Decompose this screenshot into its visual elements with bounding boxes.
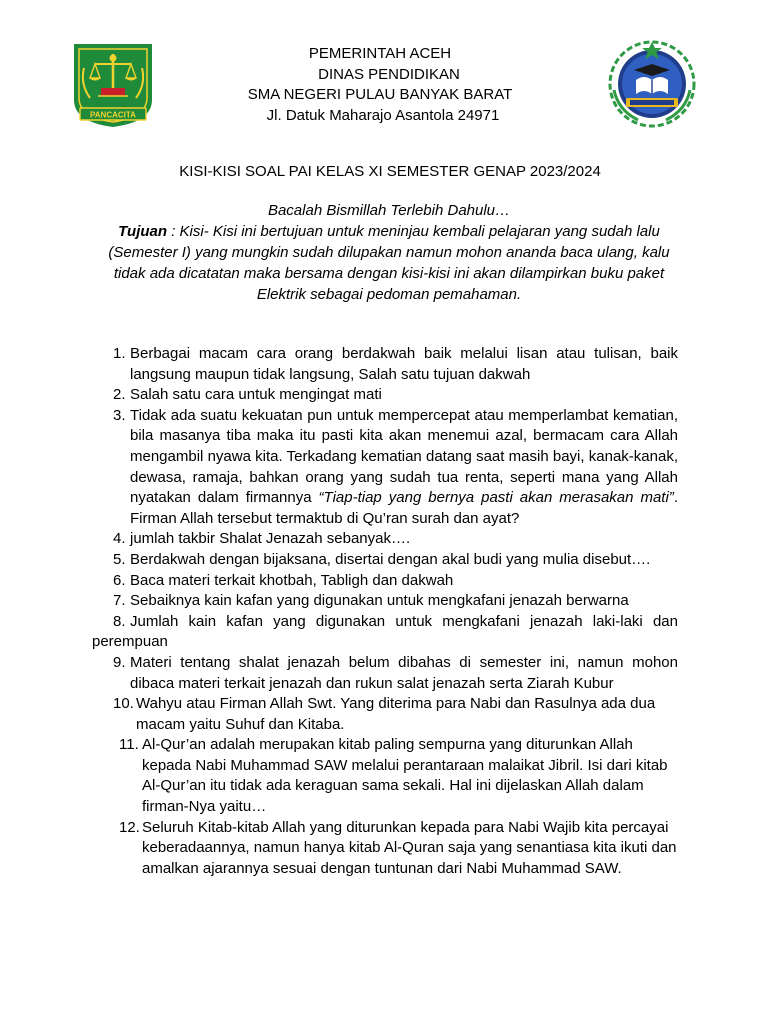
question-item bbox=[92, 529, 678, 550]
purpose-text: : Kisi- Kisi ini bertujuan untuk meninjau kembali pelajaran yang sudah lalu (Semester I) yang mungkin sudah dilupakan namun mohon ananda baca ulang, kalu tidak ada dicatatan maka bersama dengan kisi-kisi ini akan dilampirkan buku paket Elektrik sebagai pedoman pemahaman. bbox=[108, 223, 670, 303]
question-list bbox=[92, 344, 678, 879]
question-item bbox=[92, 344, 678, 385]
question-item bbox=[92, 550, 678, 571]
question-item bbox=[92, 694, 678, 735]
question-item bbox=[92, 571, 678, 592]
question-number: 6. bbox=[113, 571, 126, 589]
intro-section bbox=[92, 200, 686, 305]
school-logo bbox=[604, 34, 700, 130]
question-number: 11. bbox=[119, 736, 139, 754]
letterhead-department: DINAS PENDIDIKAN bbox=[318, 65, 460, 83]
purpose-label: Tujuan bbox=[118, 223, 168, 240]
quoted-verse: “Tiap-tiap yang bernya pasti akan merasakan mati” bbox=[318, 489, 674, 507]
question-text bbox=[130, 406, 678, 530]
letterhead-address: Jl. Datuk Maharajo Asantola 24971 bbox=[266, 106, 500, 124]
question-text: Seluruh Kitab-kitab Allah yang diturunkan kepada para Nabi Wajib kita percayai keberadaannya, namun hanya kitab Al-Quran saja yang senantiasa kita ikuti dan amalkan ajarannya sesuai dengan tuntunan dari Nabi Muhammad SAW. bbox=[142, 818, 677, 877]
question-number: 10. bbox=[113, 695, 134, 713]
question-text: Sebaiknya kain kafan yang digunakan untuk mengkafani jenazah berwarna bbox=[130, 592, 629, 610]
question-text: Al-Qur’an adalah merupakan kitab paling sempurna yang diturunkan Allah kepada Nabi Muhammad SAW melalui perantaraan malaikat Jibril. Isi dari kitab Al-Qur’an itu tidak ada keraguan sama sekali. Hal ini dijelaskan Allah dalam firman-Nya yaitu… bbox=[142, 736, 668, 816]
letterhead-school-name: SMA NEGERI PULAU BANYAK BARAT bbox=[247, 86, 513, 103]
question-item bbox=[92, 653, 678, 694]
question-text-part: . Firman Allah tersebut termaktub di Qu’ran surah dan ayat? bbox=[130, 489, 678, 527]
question-text: Salah satu cara untuk mengingat mati bbox=[130, 386, 382, 404]
letterhead bbox=[190, 44, 570, 126]
question-item bbox=[92, 591, 678, 612]
question-text: Berdakwah dengan bijaksana, disertai dengan akal budi yang mulia disebut…. bbox=[130, 550, 651, 568]
question-item bbox=[92, 818, 678, 880]
letterhead-government: PEMERINTAH ACEH bbox=[308, 45, 452, 62]
logo-banner-text: PANCACITA bbox=[90, 110, 136, 120]
question-number: 12. bbox=[119, 818, 140, 836]
question-number: 9. bbox=[113, 653, 126, 671]
question-text: Berbagai macam cara orang berdakwah baik melalui lisan atau tulisan, baik langsung maupun tidak langsung, Salah satu tujuan dakwah bbox=[130, 345, 678, 383]
question-number: 4. bbox=[113, 530, 126, 548]
question-item bbox=[92, 385, 678, 406]
aceh-pancacita-logo bbox=[70, 38, 156, 128]
question-number: 2. bbox=[113, 386, 126, 404]
question-number: 1. bbox=[113, 345, 126, 362]
question-item bbox=[92, 406, 678, 530]
question-text-part: Jumlah kain kafan yang digunakan untuk mengkafani jenazah laki-laki dan perempuan bbox=[92, 612, 678, 651]
question-text: jumlah takbir Shalat Jenazah sebanyak…. bbox=[130, 530, 411, 548]
question-number: 8. bbox=[113, 612, 126, 630]
purpose-paragraph bbox=[92, 221, 686, 305]
greeting-text: Bacalah Bismillah Terlebih Dahulu… bbox=[267, 202, 511, 219]
question-number: 5. bbox=[113, 550, 126, 568]
question-number: 3. bbox=[113, 406, 126, 424]
question-item bbox=[92, 735, 678, 817]
document-title: KISI-KISI SOAL PAI KELAS XI SEMESTER GENAP 2023/2024 bbox=[179, 163, 601, 180]
question-text: Wahyu atau Firman Allah Swt. Yang diterima para Nabi dan Rasulnya ada dua macam yaitu Suhuf dan Kitaba. bbox=[136, 695, 656, 733]
question-text: Materi tentang shalat jenazah belum dibahas di semester ini, namun mohon dibaca materi terkait jenazah dan rukun salat jenazah serta Ziarah Kubur bbox=[130, 653, 678, 692]
question-text-part: Tidak ada suatu kekuatan pun untuk mempercepat atau memperlambat kematian, bila masanya tiba maka itu pasti kita akan menemui azal, bermacam cara Allah mengambil nyawa kita. Terkadang kematian datang saat masih bayi, kanak-kanak, dewasa, ramaja, bahkan orang yang sudah tua renta, seperti mana yang Allah nyatakan dalam firmannya bbox=[130, 406, 678, 507]
question-item bbox=[92, 612, 678, 653]
question-text bbox=[92, 612, 678, 653]
question-text: Baca materi terkait khotbah, Tabligh dan dakwah bbox=[130, 571, 454, 589]
question-number: 7. bbox=[113, 592, 126, 610]
